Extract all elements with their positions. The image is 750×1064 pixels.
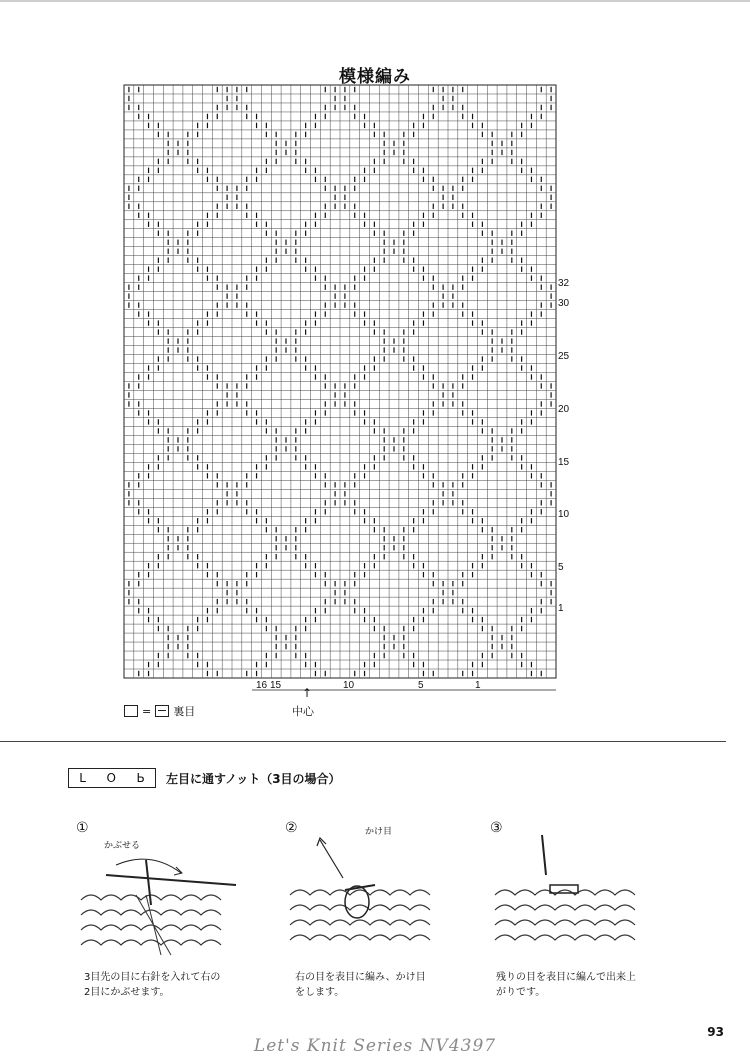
- technique-title: 左目に通すノット（3目の場合）: [166, 771, 341, 786]
- chart-title: 模様編み: [339, 67, 411, 87]
- row-number: 15: [558, 457, 570, 468]
- row-number: 5: [558, 562, 564, 573]
- step-2-number: ②: [285, 820, 298, 836]
- step-3: [490, 820, 660, 1020]
- step-2-illustration: [285, 830, 455, 960]
- step-1: [76, 820, 246, 1020]
- symbol-part-2: O: [106, 771, 116, 785]
- center-arrow-icon: ↑: [301, 686, 313, 700]
- col-number: 16: [256, 680, 268, 691]
- row-number: 30: [558, 298, 570, 309]
- legend-equals: =: [142, 704, 152, 718]
- row-number: 25: [558, 351, 570, 362]
- col-number: 10: [343, 680, 355, 691]
- col-number: 1: [475, 680, 481, 691]
- step-2-caption-line1: 右の目を表目に編み、かけ目: [295, 972, 426, 983]
- step-3-caption-line1: 残りの目を表目に編んで出来上: [496, 972, 636, 983]
- step-2-caption-line2: をします。: [295, 987, 345, 998]
- step-1-note: かぶせる: [104, 841, 141, 851]
- row-number: 10: [558, 509, 570, 520]
- step-1-caption-line2: 2目にかぶせます。: [84, 987, 170, 998]
- step-1-illustration: [76, 845, 246, 975]
- legend: [124, 703, 195, 719]
- technique-symbol: [68, 768, 156, 788]
- row-number: 1: [558, 603, 564, 614]
- col-number: 15: [270, 680, 282, 691]
- step-3-caption-line2: がりです。: [496, 987, 546, 998]
- col-number: 5: [418, 680, 424, 691]
- row-number: 32: [558, 278, 570, 289]
- step-3-illustration: [490, 830, 660, 960]
- step-1-number: ①: [76, 820, 89, 836]
- center-label: 中心: [292, 705, 314, 718]
- legend-blank-square: [124, 705, 138, 717]
- step-2-note: かけ目: [365, 827, 393, 837]
- step-1-caption-line1: 3目先の目に右針を入れて右の: [84, 972, 221, 983]
- step-3-number: ③: [490, 820, 503, 836]
- symbol-part-1: L: [79, 771, 86, 785]
- series-footer: Let's Knit Series NV4397: [253, 1036, 497, 1056]
- technique-header: [68, 768, 341, 788]
- page-number: 93: [707, 1025, 724, 1039]
- section-divider: [0, 741, 726, 742]
- row-number: 20: [558, 404, 570, 415]
- step-2: [285, 820, 455, 1020]
- symbol-part-3: Ь: [136, 771, 145, 785]
- legend-label: 裏目: [173, 705, 196, 718]
- legend-purl-symbol: [155, 705, 169, 717]
